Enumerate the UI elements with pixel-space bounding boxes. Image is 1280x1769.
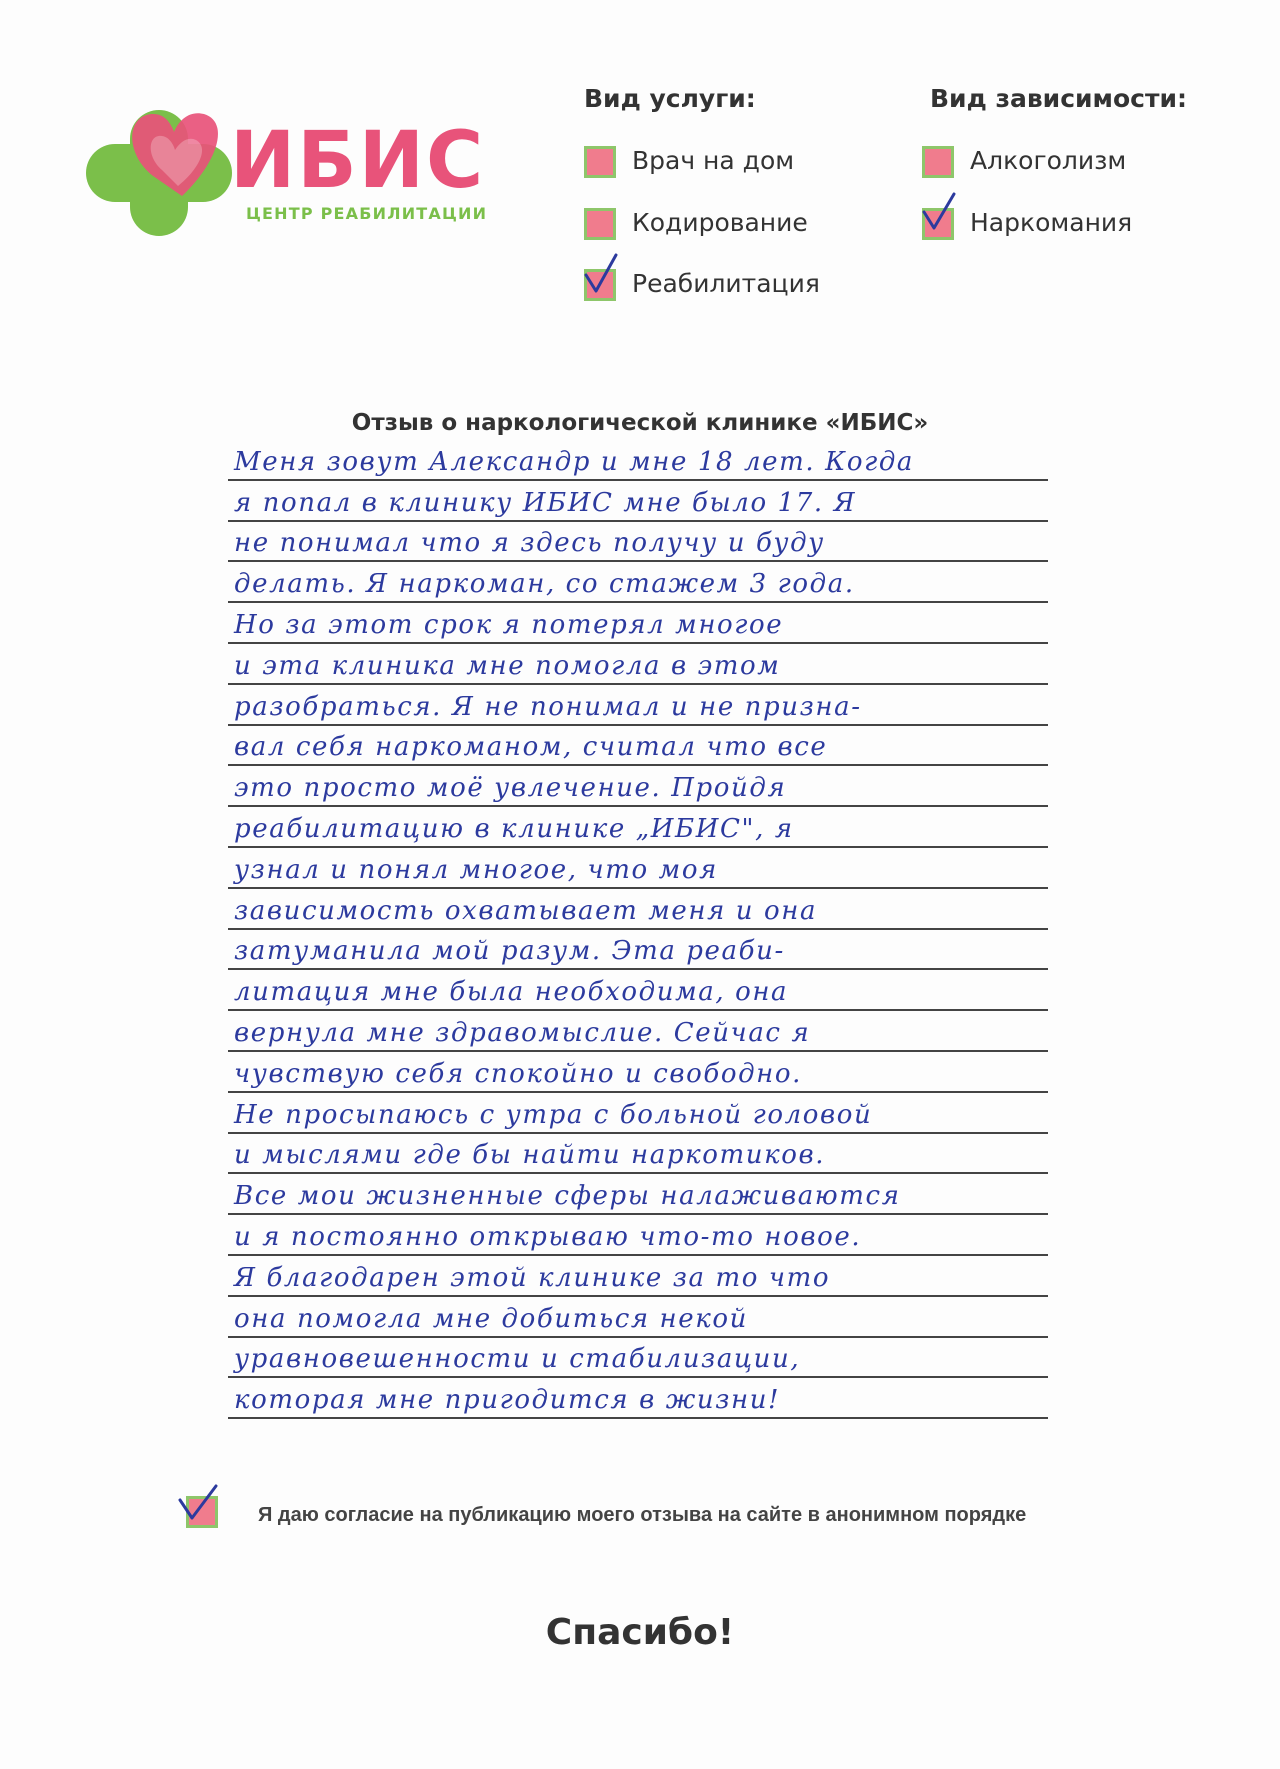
checkbox[interactable]	[584, 208, 616, 240]
review-line	[228, 440, 1048, 481]
review-line-text: зависимость охватывает меня и она	[234, 895, 818, 926]
option-label: Врач на дом	[632, 146, 795, 175]
review-line-text: Не просыпаюсь с утра с больной головой	[234, 1099, 873, 1130]
review-line	[228, 807, 1048, 848]
review-line-text: уравновешенности и стабилизации,	[234, 1344, 801, 1375]
review-line	[228, 685, 1048, 726]
review-line-text: литация мне была необходима, она	[234, 977, 789, 1008]
review-line	[228, 1093, 1048, 1134]
review-line-text: я попал в клинику ИБИС мне было 17. Я	[234, 487, 857, 518]
logo-subtitle: ЦЕНТР РЕАБИЛИТАЦИИ	[246, 204, 488, 223]
review-line	[228, 1011, 1048, 1052]
review-line	[228, 603, 1048, 644]
review-line-text: и мыслями где бы найти наркотиков.	[234, 1140, 826, 1171]
checkmark-icon	[918, 192, 962, 236]
review-line	[228, 889, 1048, 930]
review-line	[228, 930, 1048, 971]
review-line	[228, 481, 1048, 522]
review-line-text: Я благодарен этой клинике за то что	[234, 1262, 831, 1293]
review-line	[228, 1378, 1048, 1419]
review-line-text: не понимал что я здесь получу и буду	[234, 528, 825, 559]
option-label: Кодирование	[632, 208, 808, 237]
review-line	[228, 1215, 1048, 1256]
ibis-logo	[86, 100, 486, 245]
review-line	[228, 1174, 1048, 1215]
review-line-text: вернула мне здравомыслие. Сейчас я	[234, 1017, 811, 1048]
review-line-text: чувствую себя спокойно и свободно.	[234, 1058, 803, 1089]
review-line-text: Все мои жизненные сферы налаживаются	[234, 1181, 901, 1212]
review-line-text: реабилитацию в клинике „ИБИС", я	[234, 813, 794, 844]
review-line-text: узнал и понял многое, что моя	[234, 854, 718, 885]
review-line	[228, 1338, 1048, 1379]
review-title: Отзыв о наркологической клинике «ИБИС»	[351, 410, 929, 436]
review-line-text: делать. Я наркоман, со стажем 3 года.	[234, 569, 855, 600]
checkmark-icon	[176, 1482, 222, 1528]
review-line	[228, 644, 1048, 685]
review-line-text: которая мне пригодится в жизни!	[234, 1385, 781, 1416]
checkmark-icon	[580, 253, 624, 297]
review-line-text: вал себя наркоманом, считал что все	[234, 732, 828, 763]
service-group-title: Вид услуги:	[584, 84, 756, 113]
option-label: Реабилитация	[632, 269, 820, 298]
review-line	[228, 1256, 1048, 1297]
consent-checkbox-row[interactable]	[186, 1496, 1146, 1536]
review-line	[228, 726, 1048, 767]
review-line-text: Меня зовут Александр и мне 18 лет. Когда	[234, 446, 915, 477]
review-line	[228, 766, 1048, 807]
dependency-group-title: Вид зависимости:	[930, 84, 1187, 113]
checkbox[interactable]	[922, 146, 954, 178]
review-line-text: и эта клиника мне помогла в этом	[234, 650, 781, 681]
review-line-text: затуманила мой разум. Эта реаби-	[234, 936, 785, 967]
review-line	[228, 1052, 1048, 1093]
review-line	[228, 562, 1048, 603]
review-line	[228, 1134, 1048, 1175]
logo-name: ИБИС	[230, 116, 486, 206]
checkbox[interactable]	[584, 146, 616, 178]
option-label: Алкоголизм	[970, 146, 1127, 175]
review-handwritten-text	[228, 440, 1048, 1419]
review-line-text: она помогла мне добиться некой	[234, 1303, 748, 1334]
medical-cross-logo-icon	[86, 100, 236, 245]
review-line	[228, 970, 1048, 1011]
review-line-text: это просто моё увлечение. Пройдя	[234, 773, 787, 804]
consent-label: Я даю согласие на публикацию моего отзыва на сайте в анонимном порядке	[258, 1504, 1027, 1526]
thanks-text: Спасибо!	[545, 1612, 735, 1653]
review-line	[228, 522, 1048, 563]
review-line	[228, 848, 1048, 889]
option-label: Наркомания	[970, 208, 1133, 237]
review-line-text: и я постоянно открываю что-то новое.	[234, 1221, 862, 1252]
review-line-text: Но за этот срок я потерял многое	[234, 609, 784, 640]
review-line-text: разобраться. Я не понимал и не призна-	[234, 691, 862, 722]
review-line	[228, 1297, 1048, 1338]
